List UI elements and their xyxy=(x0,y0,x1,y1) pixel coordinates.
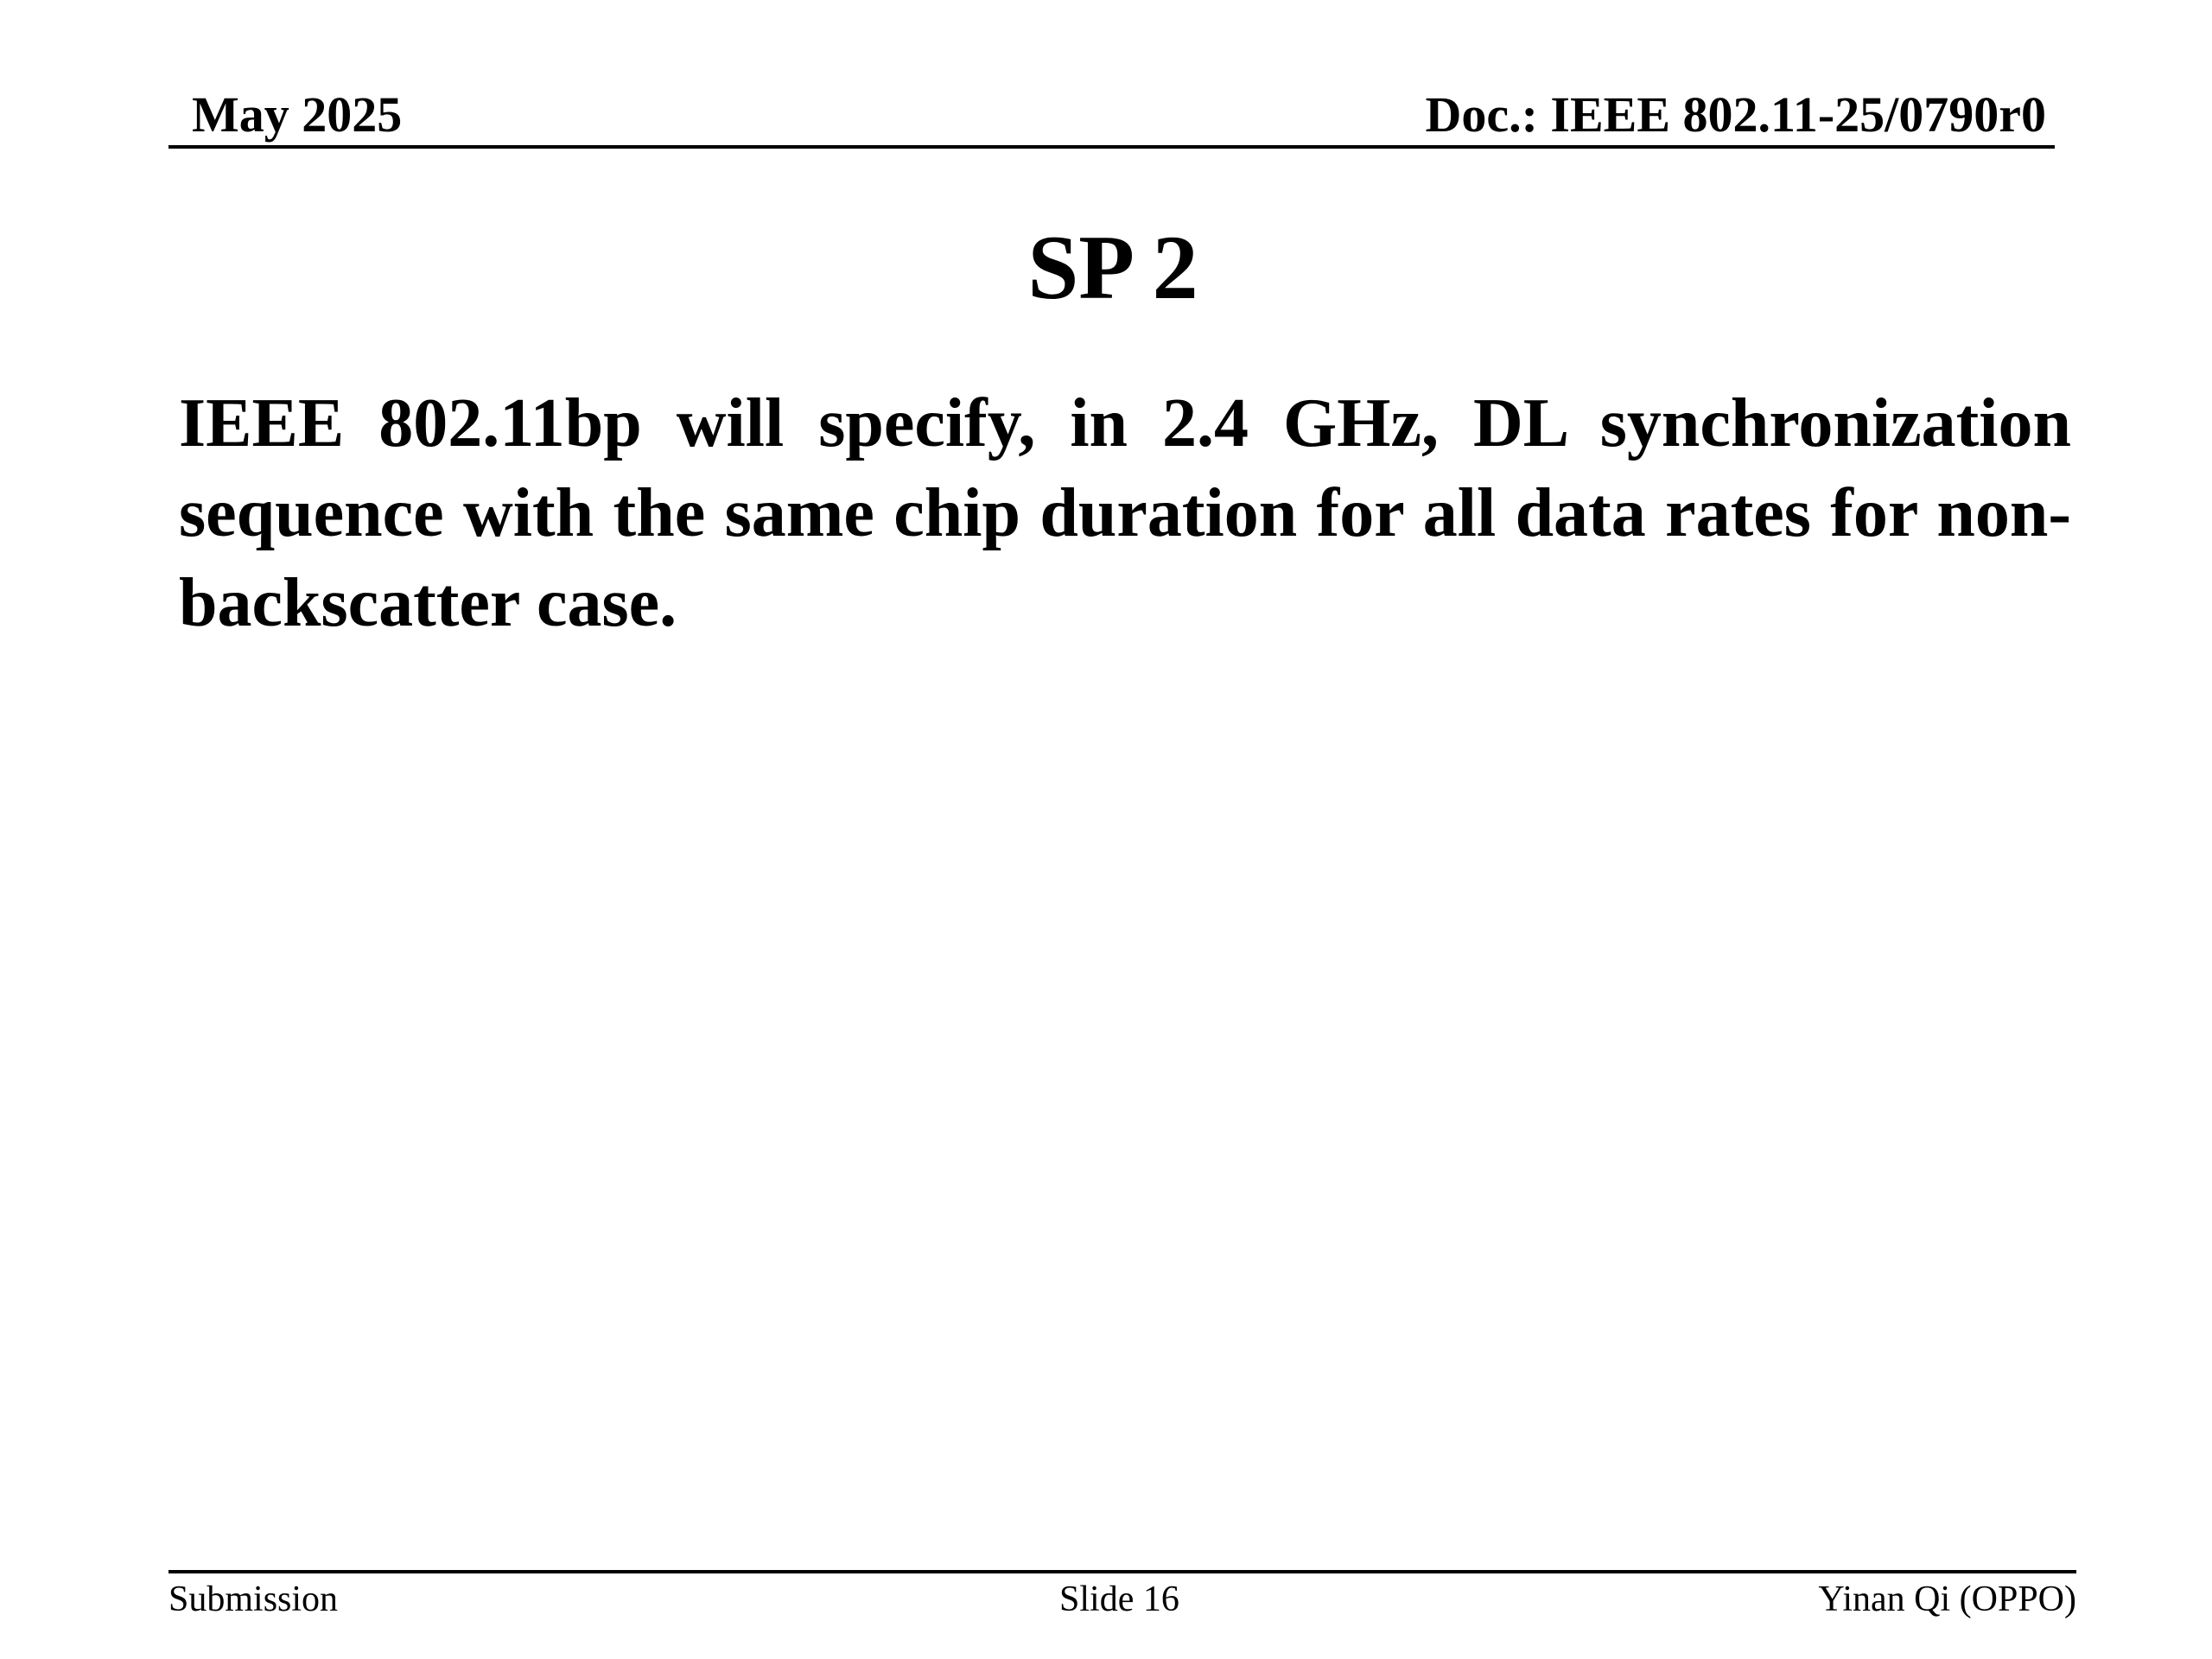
header-doc-id: Doc.: IEEE 802.11-25/0790r0 xyxy=(1425,86,2046,143)
footer-submission: Submission xyxy=(168,1580,339,1619)
footer-slide-number: Slide 16 xyxy=(1059,1580,1179,1619)
header-date: May 2025 xyxy=(192,86,403,143)
header-divider xyxy=(168,145,2055,149)
slide-title: SP 2 xyxy=(1027,217,1198,318)
footer-divider xyxy=(168,1570,2076,1573)
footer-author: Yinan Qi (OPPO) xyxy=(1818,1580,2076,1619)
slide-body-text: IEEE 802.11bp will specify, in 2.4 GHz, DL synchronization sequence with the same chip duration for all data rates for non-backscatter case. xyxy=(179,385,2071,641)
